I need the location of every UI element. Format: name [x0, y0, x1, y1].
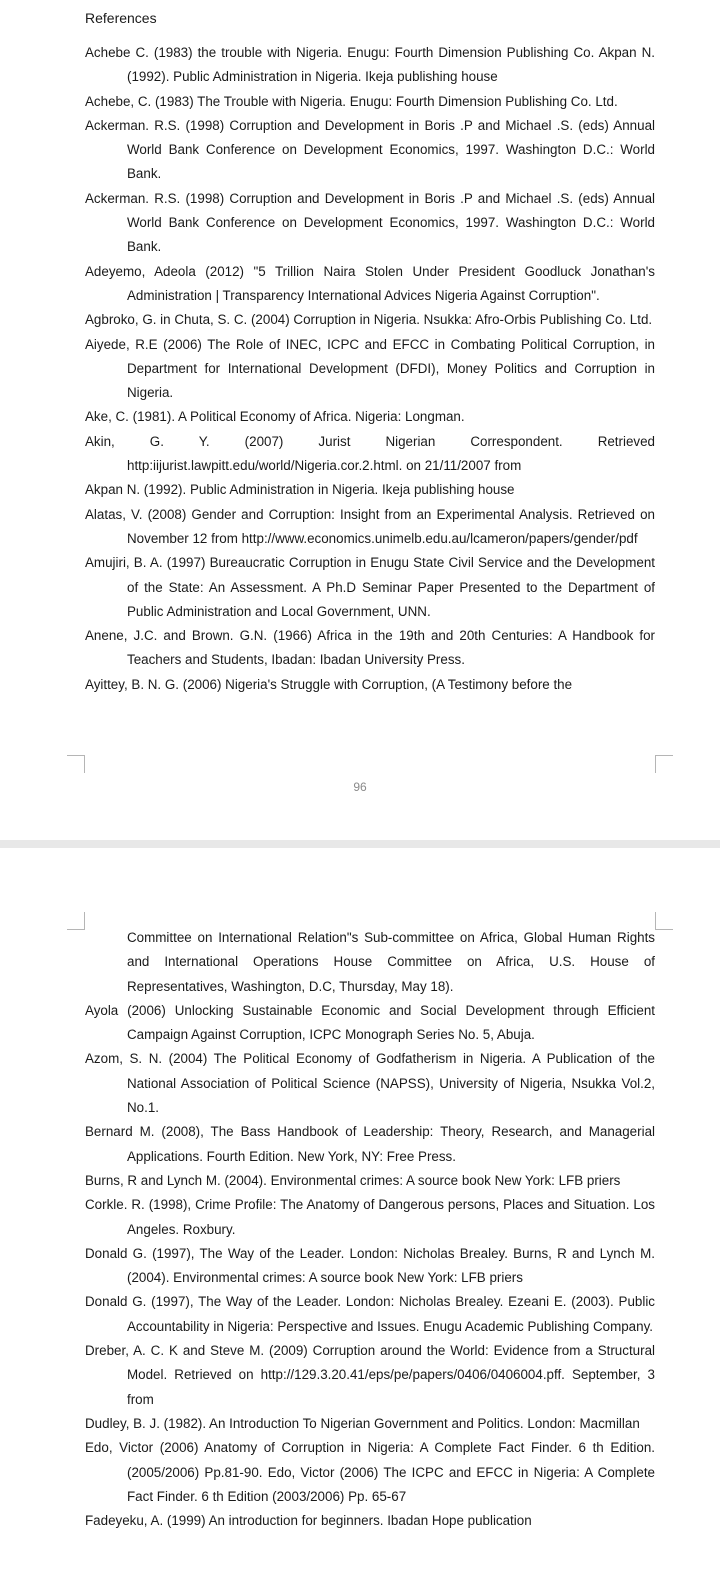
- reference-continuation: Committee on International Relation"s Sub-committee on Africa, Global Human Rights and International Operations House Committee on Africa, U.S. House of Representatives, Washington, D.C, Thursday, May 18).: [127, 930, 655, 994]
- reference-entry: Donald G. (1997), The Way of the Leader. London: Nicholas Brealey. Burns, R and Lynch M. (2004). Environmental crimes: A source book New York: LFB priers: [85, 1245, 655, 1286]
- reference-entry: Anene, J.C. and Brown. G.N. (1966) Africa in the 19th and 20th Centuries: A Handbook for Teachers and Students, Ibadan: Ibadan University Press.: [85, 628, 655, 668]
- margin-corner-mark: [67, 912, 85, 930]
- reference-entry: Ayittey, B. N. G. (2006) Nigeria's Struggle with Corruption, (A Testimony before the: [85, 676, 573, 692]
- reference-entry: Corkle. R. (1998), Crime Profile: The Anatomy of Dangerous persons, Places and Situation. Los Angeles. Roxbury.: [85, 1197, 655, 1237]
- document-page-2: [0, 848, 720, 1572]
- reference-entry: Burns, R and Lynch M. (2004). Environmental crimes: A source book New York: LFB priers: [85, 1172, 621, 1188]
- reference-entry: Alatas, V. (2008) Gender and Corruption: Insight from an Experimental Analysis. Retrieved on November 12 from http://www.economics.unimelb.edu.au/lcameron/papers/gender/pdf: [85, 506, 655, 546]
- reference-entry: Achebe, C. (1983) The Trouble with Nigeria. Enugu: Fourth Dimension Publishing Co. Ltd.: [85, 93, 618, 109]
- reference-entry: Akpan N. (1992). Public Administration in Nigeria. Ikeja publishing house: [85, 482, 515, 498]
- reference-entry: Amujiri, B. A. (1997) Bureaucratic Corruption in Enugu State Civil Service and the Development of the State: An Assessment. A Ph.D Seminar Paper Presented to the Department of Public Administration and Local Government, UNN.: [85, 555, 655, 619]
- reference-entry: Ackerman. R.S. (1998) Corruption and Development in Boris .P and Michael .S. (eds) Annual World Bank Conference on Development Economics, 1997. Washington D.C.: World Bank.: [85, 190, 655, 255]
- margin-corner-mark: [655, 912, 673, 930]
- reference-entry: Azom, S. N. (2004) The Political Economy of Godfatherism in Nigeria. A Publication of the National Association of Political Science (NAPSS), University of Nigeria, Nsukka Vol.2, No.1.: [85, 1051, 655, 1116]
- reference-list: [85, 926, 655, 1533]
- reference-entry: Fadeyeku, A. (1999) An introduction for beginners. Ibadan Hope publication: [85, 1513, 532, 1529]
- page-number: 96: [353, 780, 367, 794]
- reference-entry: Aiyede, R.E (2006) The Role of INEC, ICPC and EFCC in Combating Political Corruption, in Department for International Development (DFDI), Money Politics and Corruption in Nigeria.: [85, 336, 655, 401]
- reference-entry: Bernard M. (2008), The Bass Handbook of Leadership: Theory, Research, and Managerial Applications. Fourth Edition. New York, NY: Free Press.: [85, 1124, 655, 1164]
- margin-corner-mark: [67, 755, 85, 773]
- reference-list: [85, 41, 655, 697]
- reference-entry: Dreber, A. C. K and Steve M. (2009) Corruption around the World: Evidence from a Structural Model. Retrieved on http://129.3.20.41/eps/pe/papers/0406/0406004.pff. September, 3 from: [85, 1343, 655, 1407]
- references-heading: References: [85, 10, 157, 26]
- reference-entry: Ake, C. (1981). A Political Economy of Africa. Nigeria: Longman.: [85, 409, 465, 425]
- reference-entry: Adeyemo, Adeola (2012) "5 Trillion Naira Stolen Under President Goodluck Jonathan's Administration | Transparency International Advices Nigeria Against Corruption".: [85, 263, 655, 303]
- reference-entry: Ackerman. R.S. (1998) Corruption and Development in Boris .P and Michael .S. (eds) Annual World Bank Conference on Development Economics, 1997. Washington D.C.: World Bank.: [85, 117, 655, 182]
- reference-entry: Dudley, B. J. (1982). An Introduction To Nigerian Government and Politics. London: Macmillan: [85, 1415, 640, 1431]
- reference-entry: Ayola (2006) Unlocking Sustainable Economic and Social Development through Efficient Campaign Against Corruption, ICPC Monograph Series No. 5, Abuja.: [85, 1002, 655, 1043]
- margin-corner-mark: [655, 755, 673, 773]
- reference-entry: Akin, G. Y. (2007) Jurist Nigerian Correspondent. Retrieved http:iijurist.lawpitt.edu/world/Nigeria.cor.2.html. on 21/11/2007 from: [85, 433, 655, 474]
- reference-entry: Achebe C. (1983) the trouble with Nigeria. Enugu: Fourth Dimension Publishing Co. Akpan N.(1992). Public Administration in Nigeria. Ikeja publishing house: [85, 45, 655, 85]
- reference-entry: Donald G. (1997), The Way of the Leader. London: Nicholas Brealey. Ezeani E. (2003). Public Accountability in Nigeria: Perspective and Issues. Enugu Academic Publishing Company.: [85, 1294, 655, 1334]
- reference-entry: Edo, Victor (2006) Anatomy of Corruption in Nigeria: A Complete Fact Finder. 6 th Edition.(2005/2006) Pp.81-90. Edo, Victor (2006) The ICPC and EFCC in Nigeria: A Complete Fact Finder. 6 th Edition (2003/2006) Pp. 65-67: [85, 1440, 655, 1504]
- reference-entry: Agbroko, G. in Chuta, S. C. (2004) Corruption in Nigeria. Nsukka: Afro-Orbis Publishing Co. Ltd.: [85, 312, 653, 328]
